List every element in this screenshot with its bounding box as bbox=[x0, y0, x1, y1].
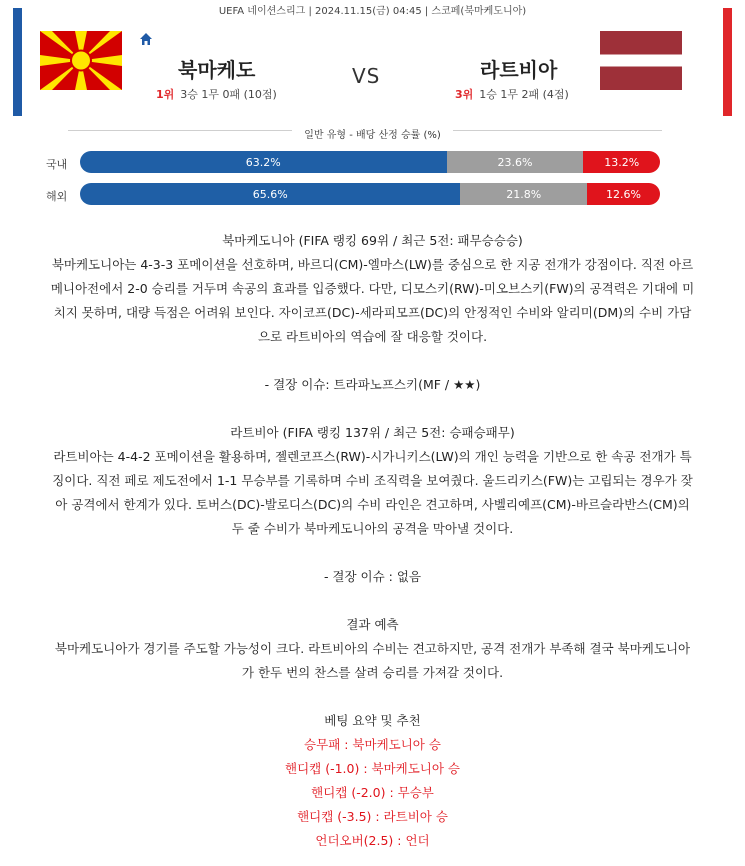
stats-bar-domestic bbox=[80, 151, 660, 173]
bet-recommendation: 핸디캡 (-3.5) : 라트비아 승 bbox=[297, 809, 448, 824]
match-analysis-article bbox=[0, 229, 745, 853]
lose-segment: 12.6% bbox=[587, 183, 660, 205]
away-team-paragraph-line: 라트비아는 4-4-2 포메이션을 활용하며, 젤렌코프스(RW)-시가니키스(LW)의 개인 능력을 기반으로 한 속공 전개가 특 bbox=[53, 449, 692, 464]
lose-segment: 13.2% bbox=[583, 151, 660, 173]
draw-segment: 23.6% bbox=[447, 151, 584, 173]
versus-label: VS bbox=[352, 64, 381, 88]
away-record-text: 1승 1무 2패 (4점) bbox=[479, 88, 569, 101]
home-team-paragraph-line: 메니아전에서 2-0 승리를 거두며 속공의 효과를 입증했다. 다만, 디모스키(RW)-미오브스키(FW)의 공격력은 기대에 미 bbox=[50, 281, 695, 296]
win-segment: 65.6% bbox=[80, 183, 460, 205]
home-team-paragraph-line: 으로 라트비아의 역습에 잘 대응할 것이다. bbox=[257, 329, 488, 344]
win-segment: 63.2% bbox=[80, 151, 447, 173]
away-team-record bbox=[455, 86, 569, 102]
home-team-heading: 북마케도니아 (FIFA 랭킹 69위 / 최근 5전: 패무승승승) bbox=[222, 233, 523, 248]
away-team-paragraph-line: 두 줄 수비가 북마케도니아의 공격을 막아낼 것이다. bbox=[231, 521, 514, 536]
betting-summary-heading: 베팅 요약 및 추천 bbox=[324, 713, 421, 728]
bet-recommendation: 승무패 : 북마케도니아 승 bbox=[304, 737, 441, 752]
prediction-line: 북마케도니아가 경기를 주도할 가능성이 크다. 라트비아의 수비는 견고하지만, 공격 전개가 부족해 결국 북마케도니아 bbox=[54, 641, 691, 656]
away-team-heading: 라트비아 (FIFA 랭킹 137위 / 최근 5전: 승패승패무) bbox=[230, 425, 515, 440]
away-accent-bar bbox=[723, 8, 732, 116]
stats-row-label-overseas: 해외 bbox=[46, 190, 68, 203]
away-team-paragraph-line: 아 공격에서 한계가 있다. 토버스(DC)-발로디스(DC)의 수비 라인은 견고하며, 사벨리예프(CM)-바르슬라반스(CM)의 bbox=[55, 497, 690, 512]
match-info-header: UEFA 네이션스리그 | 2024.11.15(금) 04:45 | 스코페(북마케도니아) bbox=[218, 6, 527, 17]
home-accent-bar bbox=[13, 8, 22, 116]
home-team-paragraph-line: 북마케도니아는 4-3-3 포메이션을 선호하며, 바르디(CM)-엘마스(LW)를 중심으로 한 지공 전개가 강점이다. 직전 아르 bbox=[51, 257, 694, 272]
away-team-name: 라트비아 bbox=[480, 58, 558, 82]
home-absence-note: - 결장 이슈: 트라파노프스키(MF / ★★) bbox=[264, 377, 481, 392]
stats-row-label-domestic: 국내 bbox=[46, 158, 68, 171]
bet-recommendation: 핸디캡 (-2.0) : 무승부 bbox=[311, 785, 434, 800]
latvia-flag bbox=[600, 31, 682, 90]
draw-segment: 21.8% bbox=[460, 183, 586, 205]
stats-title: 일반 유형 - 배당 산정 승률 (%) bbox=[0, 123, 745, 142]
away-team-paragraph-line: 징이다. 직전 페로 제도전에서 1-1 무승부를 기록하며 수비 조직력을 보여줬다. 울드리키스(FW)는 고립되는 경우가 잦 bbox=[52, 473, 693, 488]
prediction-heading: 결과 예측 bbox=[346, 617, 399, 632]
home-rank: 1위 bbox=[156, 88, 175, 101]
prediction-line: 가 한두 번의 찬스를 살려 승리를 가져갈 것이다. bbox=[241, 665, 504, 680]
stats-bar-overseas bbox=[80, 183, 660, 205]
home-team-record bbox=[156, 86, 277, 102]
home-icon[interactable] bbox=[139, 32, 153, 46]
away-absence-note: - 결장 이슈 : 없음 bbox=[323, 569, 422, 584]
home-team-paragraph-line: 치지 못하며, 대량 득점은 어려워 보인다. 자이코프(DC)-세라피모프(DC)의 안정적인 수비와 알리미(DM)의 수비 가담 bbox=[53, 305, 692, 320]
home-team-name: 북마케도 bbox=[178, 58, 256, 82]
bet-recommendation: 핸디캡 (-1.0) : 북마케도니아 승 bbox=[285, 761, 460, 776]
north-macedonia-flag bbox=[40, 31, 122, 90]
away-rank: 3위 bbox=[455, 88, 474, 101]
home-record-text: 3승 1무 0패 (10점) bbox=[180, 88, 277, 101]
bet-recommendation: 언더오버(2.5) : 언더 bbox=[315, 833, 430, 848]
